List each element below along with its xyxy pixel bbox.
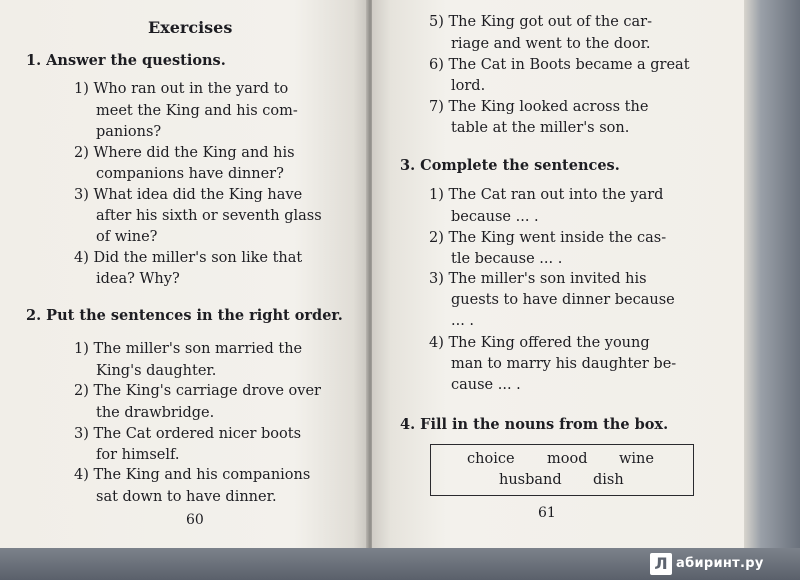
list-item-line: 2) The King's carriage drove over: [74, 383, 321, 399]
book-edge: [744, 0, 800, 548]
list-item-line: 4) The King offered the young: [429, 335, 650, 351]
page-number: 60: [186, 512, 204, 528]
exercises-title: Exercises: [148, 18, 233, 37]
noun-word: dish: [593, 472, 624, 488]
list-item-line: 1) Who ran out in the yard to: [74, 81, 289, 97]
list-item-line: 3) What idea did the King have: [74, 187, 303, 203]
list-item-line: lord.: [451, 78, 486, 94]
list-item-line: table at the miller's son.: [451, 120, 630, 136]
list-item-line: riage and went to the door.: [451, 36, 651, 52]
list-item-line: 4) The King and his companions: [74, 467, 311, 483]
list-item-line: 5) The King got out of the car-: [429, 14, 653, 30]
noun-word: mood: [547, 451, 588, 467]
list-item-line: 2) The King went inside the cas-: [429, 230, 667, 246]
list-item-line: for himself.: [96, 447, 180, 463]
logo-icon: Л: [650, 553, 672, 575]
list-item-line: 2) Where did the King and his: [74, 145, 295, 161]
list-item-line: ... .: [451, 313, 475, 329]
noun-word: wine: [619, 451, 654, 467]
page-number: 61: [538, 505, 556, 521]
list-item-line: panions?: [96, 124, 162, 140]
noun-word: choice: [467, 451, 515, 467]
watermark-logo: [650, 552, 800, 578]
list-item-line: cause ... .: [451, 377, 521, 393]
list-item-line: tle because ... .: [451, 251, 563, 267]
list-item-line: 7) The King looked across the: [429, 99, 649, 115]
list-item-line: companions have dinner?: [96, 166, 284, 182]
list-item-line: guests to have dinner because: [451, 292, 675, 308]
section-2-heading: 2. Put the sentences in the right order.: [26, 307, 343, 324]
list-item-line: 6) The Cat in Boots became a great: [429, 57, 690, 73]
list-item-line: man to marry his daughter be-: [451, 356, 677, 372]
list-item-line: the drawbridge.: [96, 405, 215, 421]
section-1-heading: 1. Answer the questions.: [26, 52, 226, 69]
noun-word: husband: [499, 472, 562, 488]
list-item-line: 3) The Cat ordered nicer boots: [74, 426, 302, 442]
list-item-line: idea? Why?: [96, 271, 180, 287]
list-item-line: after his sixth or seventh glass: [96, 208, 322, 224]
section-4-heading: 4. Fill in the nouns from the box.: [400, 416, 669, 433]
list-item-line: sat down to have dinner.: [96, 489, 277, 505]
list-item-line: of wine?: [96, 229, 158, 245]
list-item-line: 1) The Cat ran out into the yard: [429, 187, 664, 203]
list-item-line: 4) Did the miller's son like that: [74, 250, 303, 266]
list-item-line: meet the King and his com-: [96, 103, 298, 119]
list-item-line: because ... .: [451, 209, 539, 225]
section-3-heading: 3. Complete the sentences.: [400, 157, 620, 174]
logo-text: абиринт.ру: [676, 556, 764, 571]
list-item-line: King's daughter.: [96, 363, 217, 379]
list-item-line: 1) The miller's son married the: [74, 341, 303, 357]
left-page: [0, 0, 368, 548]
nouns-box: [430, 444, 694, 496]
list-item-line: 3) The miller's son invited his: [429, 271, 647, 287]
